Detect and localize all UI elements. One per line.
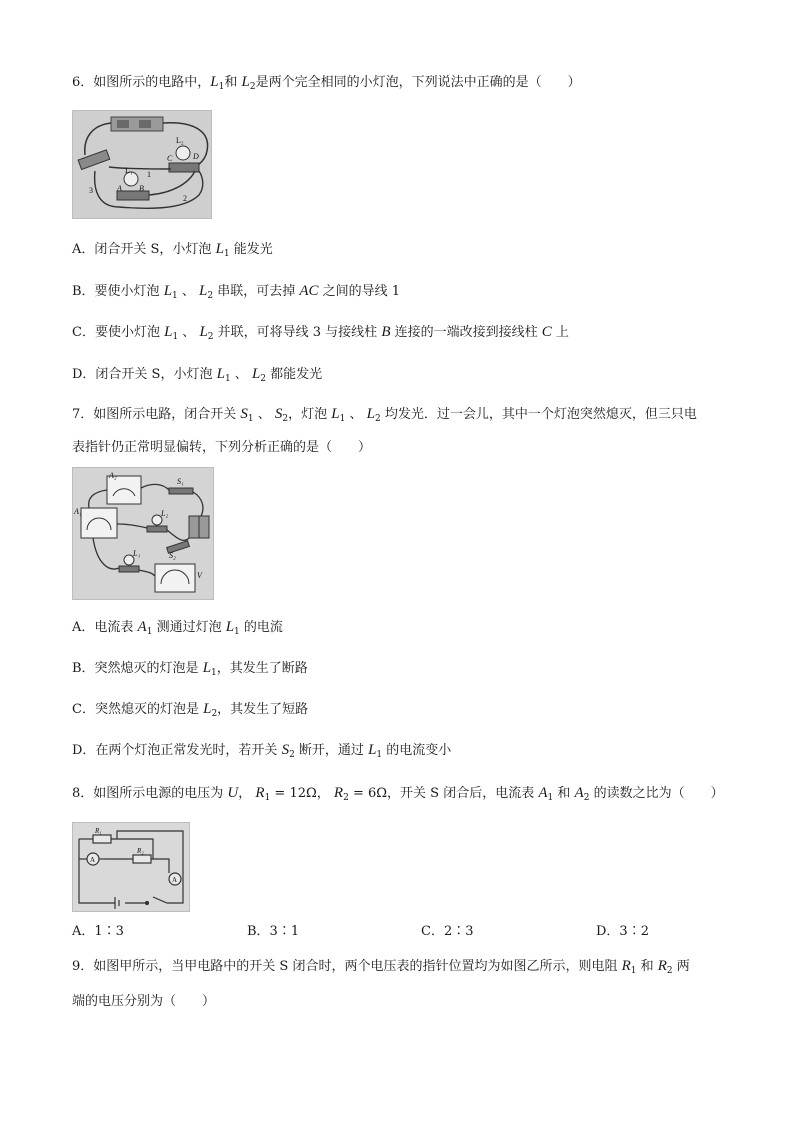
q8-circuit-diagram [72, 822, 190, 912]
q7-stem-line1: 7．如图所示电路，闭合开关 $S_1$ 、 $S_2$，灯泡 $L_1$ 、 $L_2$ 均发光．过一会儿，其中一个灯泡突然熄灭，但三只电 [72, 406, 697, 424]
fig-label-l1: L₁ [133, 549, 141, 558]
fig-label-d: D [193, 152, 199, 161]
q8-option-c: C．2∶3 [421, 924, 474, 939]
q7-option-d: D．在两个灯泡正常发光时，若开关 $S_2$ 断开，通过 $L_1$ 的电流变小 [72, 742, 452, 760]
q8-option-b: B．3∶1 [247, 924, 300, 939]
fig-label-c: C [167, 154, 173, 163]
fig-label-ammeter2: A [172, 876, 178, 884]
fig-label-wire1: 1 [147, 170, 151, 179]
fig-label-s1: S₁ [177, 477, 184, 486]
fig-label-v: V [197, 571, 202, 580]
q6-option-a: A．闭合开关 S，小灯泡 $L_1$ 能发光 [72, 241, 273, 259]
q6-stem: 6．如图所示的电路中，$L_1$和 $L_2$是两个完全相同的小灯泡，下列说法中正确的是（ ） [72, 74, 581, 92]
q7-option-c: C．突然熄灭的灯泡是 $L_2$，其发生了短路 [72, 701, 309, 719]
fig-label-s2: S₂ [169, 551, 176, 560]
fig-label-a: A [117, 184, 122, 193]
fig-label-a2: A₂ [109, 471, 117, 480]
q6-option-b: B．要使小灯泡 $L_1$ 、 $L_2$ 串联，可去掉 AC 之间的导线 1 [72, 283, 401, 301]
fig-label-wire2: 2 [183, 194, 187, 203]
q7-option-a: A．电流表 $A_1$ 测通过灯泡 $L_1$ 的电流 [72, 619, 283, 637]
fig-label-a1: A₁ [74, 507, 82, 516]
q9-stem-line1: 9．如图甲所示，当甲电路中的开关 S 闭合时，两个电压表的指针位置均为如图乙所示，则电阻 $R_1$ 和 $R_2$ 两 [72, 958, 690, 976]
q7-option-b: B．突然熄灭的灯泡是 $L_1$，其发生了断路 [72, 660, 308, 678]
fig-label-l2: L₂ [161, 509, 169, 518]
fig-label-b: B [139, 184, 144, 193]
q7-circuit-photo [72, 467, 214, 600]
fig-label-wire3: 3 [89, 186, 93, 195]
fig-label-r1: R₁ [95, 827, 102, 835]
q6-circuit-photo [72, 110, 212, 219]
fig-label-l2: L₂ [176, 136, 184, 145]
q7-stem-line2: 表指针仍正常明显偏转，下列分析正确的是（ ） [72, 440, 372, 455]
q8-stem: 8．如图所示电源的电压为 U， $R_1 = 12\Omega$， $R_2 = 6\Omega$，开关 S 闭合后，电流表 $A_1$ 和 $A_2$ 的读数之比为（ ） [72, 785, 724, 803]
fig-label-l1: L₁ [125, 166, 133, 175]
fig-label-r2: R₂ [137, 847, 144, 855]
fig-label-ammeter1: A [90, 856, 96, 864]
q9-stem-line2: 端的电压分别为（ ） [72, 994, 216, 1009]
q8-option-d: D．3∶2 [596, 924, 649, 939]
q6-option-d: D．闭合开关 S，小灯泡 $L_1$ 、 $L_2$ 都能发光 [72, 366, 323, 384]
q8-option-a: A．1∶3 [72, 924, 124, 939]
q6-option-c: C．要使小灯泡 $L_1$ 、 $L_2$ 并联，可将导线 3 与接线柱 B 连接的一端改接到接线柱 C 上 [72, 324, 569, 342]
